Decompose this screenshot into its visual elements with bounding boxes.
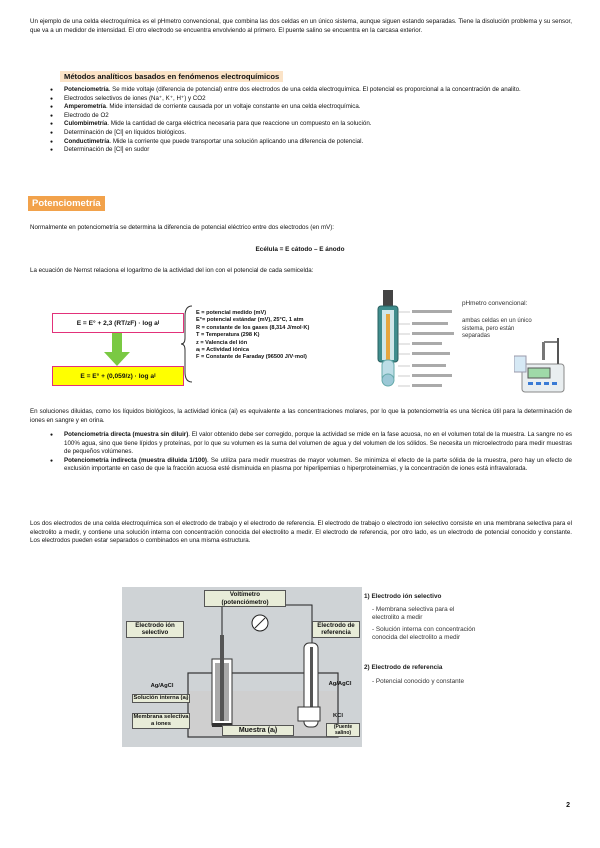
- method-name: Conductimetría: [64, 137, 110, 145]
- nernst-equation-simplified: [52, 366, 184, 386]
- method-item: [50, 120, 572, 129]
- equation-subscript: i: [157, 320, 160, 326]
- method-text: . Mide intensidad de corriente causada por un voltaje constante en una celda electroquímica.: [105, 103, 361, 111]
- kcl-label: KCl: [333, 713, 343, 719]
- method-name: Culombimetría: [64, 120, 108, 128]
- type-text: . El valor obtenido debe ser corregido, porque la actividad se mide en la fase acuosa, no en el volumen total de la muestra. La sangre no es 100% agua, sino que tiene lípidos y proteínas, por lo que su volumen es la suma del volumen de agua y del volumen de los sólidos. Se necesita un microelectrodo para medir muestras de pequeños volúmenes.: [64, 431, 573, 456]
- methods-heading: Métodos analíticos basados en fenómenos electroquímicos: [60, 71, 283, 82]
- legend-reference: 2) Electrodo de referencia: [364, 664, 443, 671]
- intro-paragraph: Un ejemplo de una celda electroquímica es el pHmetro convencional, que combina las dos celdas en un único sistema, aunque siguen estando separadas. Tiene la disolución problema y su sensor, que va a un medidor de intensidad. El otro electrodo se encuentra envolviendo al primero. El puente salino se encuentra en la carcasa exterior.: [30, 18, 572, 34]
- equation-text: E = E° + (0,059/z) · log a: [80, 372, 155, 380]
- page-number: 2: [566, 802, 570, 809]
- method-text: . Mide la cantidad de carga eléctrica necesaria para que reaccione un compuesto en la solución.: [107, 120, 372, 128]
- method-subitem: ● Electrodos selectivos de iones (Na⁺, K⁺, H⁺) y CO2: [50, 95, 572, 104]
- potentiometry-intro: Normalmente en potenciometría se determina la diferencia de potencial eléctrico entre dos electrodos (en mV):: [30, 224, 335, 231]
- brace-icon: [180, 304, 194, 384]
- method-text: . Mide la corriente que puede transportar una solución aplicando una diferencia de potencial.: [109, 137, 364, 145]
- equation-text: E = E° + 2,3 (RT/zF) · log a: [76, 319, 158, 327]
- legend-ion-selective-1: - Membrana selectiva para el electrolito a medir: [372, 606, 455, 622]
- nernst-definitions: [196, 310, 309, 362]
- method-text: . Se mide voltaje (diferencia de potencial) entre dos electrodos de una celda electroquímica. El potencial es proporcional a la concentración de analito.: [108, 86, 521, 93]
- cell-diagram: [122, 587, 362, 747]
- method-subitem: ● Electrodo de O2: [50, 112, 572, 121]
- definition-line: E = potencial medido (mV): [196, 310, 267, 316]
- agagcl-right-label: Ag/AgCl: [328, 681, 352, 687]
- dilute-paragraph: En soluciones diluidas, como los líquidos biológicos, la actividad iónica (ai) es equivalente a las concentraciones molares, por lo que la potenciometría es una técnica útil para la determinación de iones en sangre y en orina.: [30, 408, 572, 424]
- method-item: [50, 86, 572, 95]
- ph-meter-device-illustration: [514, 336, 570, 396]
- method-subitem: ● Determinación de [Cl] en líquidos biológicos.: [50, 129, 572, 138]
- definition-line: F = Constante de Faraday (96500 J/V·mol): [196, 354, 307, 361]
- membrane-label: Membrana selectiva a iones: [133, 714, 189, 727]
- nernst-equation-full: [52, 313, 184, 333]
- internal-solution-label: Solución interna (aᵢ): [133, 695, 189, 701]
- phmeter-caption: pHmetro convencional:: [462, 300, 528, 307]
- sample-label: Muestra (aᵢ): [222, 725, 294, 736]
- electrodes-paragraph: Los dos electrodos de una celda electroquímica son el electrodo de trabajo y el electrodo de referencia. El electrodo de trabajo o electrodo ion selectivo consiste en una membrana selectiva para el electrolito a medir, y contiene una solución interna con concentración conocida del electrolito a medir. El electrodo de referencia, por otro lado, es un electrodo de potencial conocido y constante. Los electrodos pueden estar separados o combinados en una misma estructura.: [30, 520, 572, 545]
- nernst-intro: La ecuación de Nernst relaciona el logaritmo de la actividad del ion con el potencial de cada semicelda:: [30, 267, 314, 274]
- type-name: Potenciometría directa (muestra sin diluir): [64, 431, 189, 438]
- voltmeter-label: [204, 590, 286, 607]
- ion-selective-label: Electrodo ión selectivo: [126, 621, 184, 638]
- ph-electrode-illustration: [370, 284, 460, 400]
- green-arrow-icon: [104, 333, 130, 367]
- definition-line: z = Valencia del ión: [196, 339, 248, 346]
- method-subitem: ● Determinación de [Cl] en sudor: [50, 146, 572, 155]
- legend-ion-selective-2: - Solución interna con concentración conocida del electrolito a medir: [372, 626, 476, 642]
- definition-line: R = constante de los gases (8,314 J/mol·K): [196, 324, 310, 331]
- potentiometry-types: [50, 431, 572, 474]
- definition-line: aᵢ = Actividad iónica: [196, 347, 249, 354]
- voltmeter-title: Voltímetro: [229, 591, 261, 598]
- type-name: Potenciometría indirecta (muestra diluida 1/100): [64, 456, 207, 464]
- cell-equation: Ecélula = E cátodo – E ánodo: [255, 246, 345, 253]
- salt-bridge-label: (Puente salino): [326, 723, 360, 737]
- legend-reference-1: - Potencial conocido y constante: [372, 678, 465, 685]
- method-item: [50, 138, 572, 147]
- phmeter-note: ambas celdas en un único sistema, pero están separadas: [462, 318, 532, 340]
- agagcl-left-label: Ag/AgCl: [150, 683, 174, 689]
- legend-ion-selective: 1) Electrodo ión selectivo: [364, 593, 442, 600]
- definition-line: T = Temperatura (298 K): [196, 332, 260, 339]
- type-indirect: [50, 457, 572, 474]
- definition-line: E°= potencial estándar (mV), 25°C, 1 atm: [196, 317, 304, 324]
- method-item: [50, 103, 572, 112]
- method-name: Amperometría: [64, 103, 106, 111]
- method-name: Potenciometría: [64, 86, 109, 93]
- type-direct: [50, 431, 572, 457]
- equation-subscript: i: [154, 373, 156, 379]
- methods-list: [50, 86, 572, 155]
- reference-label: Electrodo de referencia: [312, 621, 360, 638]
- section-title: Potenciometría: [28, 196, 105, 211]
- voltmeter-subtitle: (potenciómetro): [221, 598, 269, 606]
- type-text: . Se utiliza para medir muestras de mayor volumen. Se minimiza el efecto de la parte sólida de la muestra, pero hay un efecto de exclusión importante en caso de que la fracción acuosa esté disminuida en plasma por hiperlipemias o hiperproteinemias, y la concentración de iones está infravalorada.: [64, 456, 572, 473]
